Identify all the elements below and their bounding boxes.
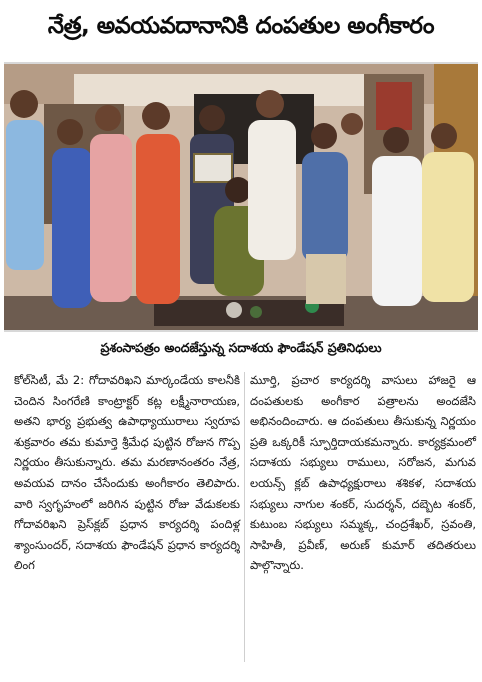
photo-caption: ప్రశంసాపత్రం అందజేస్తున్న సదాశయ ఫౌండేషన్ ప్రతినిధులు: [100, 340, 382, 355]
news-photo: [4, 62, 478, 332]
article-column-left: కోల్‌సిటీ, మే 2: గోదావరిఖని మార్కండేయ కాలనీకి చెందిన సింగరేణి కాంట్రాక్టర్ కట్ల లక్ష్మీనారాయణ, అతని భార్య ప్రభుత్వ ఉపాధ్యాయురాలు స్వరూప శుక్రవారం తమ కుమార్తె శ్రీమేధ పుట్టిన రోజున గొప్ప నిర్ణయం తీసుకున్నారు. తమ మరణానంతరం నేత్ర, అవయవ దానం చేసేందుకు అంగీకారం తెలిపారు. వారి స్వగృహంలో జరిగిన పుట్టిన రోజు వేడుకలకు గోదావరిఖని ప్రెస్‌క్లబ్ ప్రధాన కార్యదర్శి పందిళ్ల శ్యాంసుందర్, సదాశయ ఫౌండేషన్ ప్రధాన కార్యదర్శి లింగ: [14, 373, 240, 573]
headline: నేత్ర, అవయవదానానికి దంపతుల అంగీకారం: [47, 13, 435, 39]
article-column-right: మూర్తి, ప్రచార కార్యదర్శి వాసులు హాజరై ఆ దంపతులకు అంగీకార పత్రాలను అందజేసి అభినందించారు. ఆ దంపతులు తీసుకున్న నిర్ణయం ప్రతి ఒక్కరికీ స్ఫూర్తిదాయకమన్నారు. కార్యక్రమంలో సదాశయ సభ్యులు రాములు, సరోజన, మగువ లయన్స్ క్లబ్ ఉపాధ్యక్షురాలు శశికళ, సదాశయ సభ్యులు నాగుల శంకర్, సుదర్శన్, దబ్బెట శంకర్, కుటుంబ సభ్యులు సమ్మక్క, చంద్రశేఖర్, స్రవంతి, సాహితీ, ప్రవీణ్, అరుణ్ కుమార్ తదితరులు పాల్గొన్నారు.: [250, 373, 476, 573]
column-divider: [244, 372, 245, 662]
